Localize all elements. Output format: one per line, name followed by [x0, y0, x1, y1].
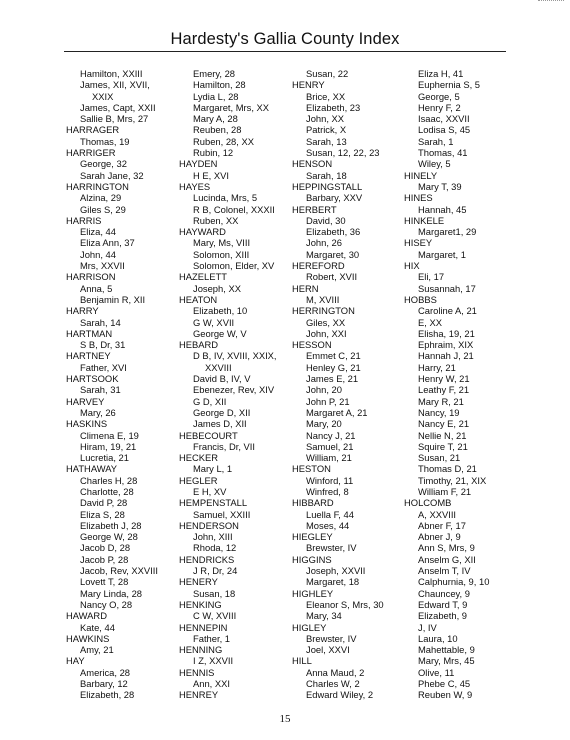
index-entry: Ephraim, XIX	[418, 339, 474, 351]
index-surname: HARTNEY	[66, 350, 111, 362]
index-entry: Susan, 18	[193, 587, 236, 599]
index-entry: Sarah, 14	[80, 316, 121, 328]
index-entry: Sarah, 1	[418, 135, 454, 147]
index-entry: Mary Linda, 28	[80, 587, 143, 599]
index-column-2	[179, 68, 304, 701]
index-entry: Nancy O, 28	[80, 598, 133, 610]
index-entry: Eliza S, 28	[80, 508, 125, 520]
index-entry: Reuben, 28	[193, 124, 242, 136]
index-entry: Eleanor S, Mrs, 30	[306, 598, 384, 610]
index-surname: HARTMAN	[66, 327, 113, 339]
index-entry: Charles H, 28	[80, 474, 138, 486]
index-entry: John P, 21	[306, 395, 350, 407]
index-entry: Laura, 10	[418, 632, 458, 644]
index-surname: HIGHLEY	[292, 587, 334, 599]
index-entry: J R, Dr, 24	[193, 565, 238, 577]
index-entry: Lucinda, Mrs, 5	[193, 192, 258, 204]
index-entry: XXVIII	[205, 361, 232, 373]
index-surname: HARRIS	[66, 214, 102, 226]
index-entry: Benjamin R, XII	[80, 293, 146, 305]
index-entry: Barbary, 12	[80, 678, 128, 690]
index-entry: Lucretia, 21	[80, 452, 129, 464]
index-entry: Thomas D, 21	[418, 463, 477, 475]
index-entry: Hamilton, 28	[193, 79, 246, 91]
index-entry: Mary A, 28	[193, 113, 238, 125]
index-entry: Rubin, 12	[193, 147, 234, 159]
index-entry: John, 26	[306, 237, 342, 249]
index-entry: Squire T, 21	[418, 440, 468, 452]
index-surname: HARRAGER	[66, 124, 120, 136]
index-entry: Ann S, Mrs, 9	[418, 542, 475, 554]
index-entry: Sarah, 13	[306, 135, 347, 147]
index-surname: HINELY	[404, 169, 438, 181]
index-entry: Robert, XVII	[306, 271, 358, 283]
index-entry: Joel, XXVI	[306, 644, 350, 656]
index-entry: Margaret1, 29	[418, 226, 477, 238]
index-entry: XXIX	[92, 90, 114, 102]
index-surname: HAY	[66, 655, 85, 667]
index-entry: Father, XVI	[80, 361, 127, 373]
index-surname: HENNING	[179, 644, 223, 656]
index-entry: Mary L, 1	[193, 463, 233, 475]
index-entry: Alzina, 29	[80, 192, 122, 204]
index-entry: Solomon, XIII	[193, 248, 250, 260]
index-entry: Timothy, 21, XIX	[418, 474, 487, 486]
index-entry: Jacob, Rev, XXVIII	[80, 565, 158, 577]
index-entry: America, 28	[80, 666, 131, 678]
index-surname: HARRISON	[66, 271, 116, 283]
index-entry: James D, XII	[193, 418, 247, 430]
index-entry: Chauncey, 9	[418, 587, 470, 599]
index-entry: Mary R, 21	[418, 395, 464, 407]
index-entry: Abner J, 9	[418, 531, 461, 543]
index-entry: Anselm T, IV	[418, 565, 471, 577]
index-surname: HINES	[404, 192, 433, 204]
index-entry: Mrs, XXVII	[80, 260, 125, 272]
index-entry: Giles, XX	[306, 316, 346, 328]
index-entry: James, XII, XVII,	[80, 79, 150, 91]
index-surname: HEMPENSTALL	[179, 497, 248, 509]
index-entry: Ebenezer, Rev, XIV	[193, 384, 275, 396]
index-surname: HOBBS	[404, 293, 437, 305]
index-surname: HEBARD	[179, 339, 219, 351]
index-entry: Eliza, 44	[80, 226, 116, 238]
index-surname: HEPPINGSTALL	[292, 180, 363, 192]
index-entry: David B, IV, V	[193, 373, 251, 385]
index-entry: Winford, 11	[306, 474, 354, 486]
index-surname: HEREFORD	[292, 260, 345, 272]
index-surname: HOLCOMB	[404, 497, 452, 509]
index-column-4	[404, 68, 529, 701]
index-entry: J, IV	[418, 621, 437, 633]
index-entry: Elizabeth, 28	[80, 689, 135, 701]
index-entry: Solomon, Elder, XV	[193, 260, 275, 272]
index-entry: A, XXVIII	[418, 508, 457, 520]
index-entry: Mary, 26	[80, 406, 116, 418]
index-surname: HEBECOURT	[179, 429, 238, 441]
index-entry: Jacob D, 28	[80, 542, 131, 554]
page-title: Hardesty's Gallia County Index	[170, 30, 400, 48]
index-surname: HEGLER	[179, 474, 218, 486]
index-entry: David P, 28	[80, 497, 128, 509]
title-divider	[64, 51, 506, 52]
index-entry: Climena E, 19	[80, 429, 139, 441]
index-entry: Sarah, 31	[80, 384, 121, 396]
index-entry: John, XXI	[306, 327, 347, 339]
index-surname: HAYES	[179, 180, 211, 192]
index-entry: Mary, Mrs, 45	[418, 655, 475, 667]
index-entry: Henry W, 21	[418, 373, 470, 385]
index-entry: Harry, 21	[418, 361, 456, 373]
index-entry: Giles S, 29	[80, 203, 126, 215]
index-surname: HERN	[292, 282, 319, 294]
index-entry: Euphernia S, 5	[418, 79, 481, 91]
index-entry: Rhoda, 12	[193, 542, 237, 554]
index-entry: Nellie N, 21	[418, 429, 467, 441]
index-entry: Eli, 17	[418, 271, 445, 283]
index-entry: Patrick, X	[306, 124, 347, 136]
index-surname: HENRY	[292, 79, 325, 91]
index-entry: Moses, 44	[306, 519, 350, 531]
index-entry: H E, XVI	[193, 169, 229, 181]
index-surname: HENNEPIN	[179, 621, 228, 633]
index-entry: Susan, 22	[306, 68, 349, 79]
index-surname: HESSON	[292, 339, 332, 351]
index-entry: Margaret, Mrs, XX	[193, 101, 270, 113]
index-entry: Mary T, 39	[418, 180, 462, 192]
index-entry: Francis, Dr, VII	[193, 440, 255, 452]
index-surname: HAYWARD	[179, 226, 226, 238]
index-entry: Elisha, 19, 21	[418, 327, 475, 339]
index-entry: Calphurnia, 9, 10	[418, 576, 490, 588]
index-entry: Elizabeth, 9	[418, 610, 467, 622]
index-entry: Nancy J, 21	[306, 429, 356, 441]
index-surname: HAWARD	[66, 610, 107, 622]
index-entry: Edward T, 9	[418, 598, 468, 610]
index-entry: Sallie B, Mrs, 27	[80, 113, 149, 125]
index-entry: Ruben, 28, XX	[193, 135, 254, 147]
index-surname: HERBERT	[292, 203, 337, 215]
index-entry: Hannah J, 21	[418, 350, 474, 362]
index-entry: Barbary, XXV	[306, 192, 363, 204]
index-entry: Mary, 34	[306, 610, 342, 622]
index-entry: Hannah, 45	[418, 203, 467, 215]
index-entry: Mary, 20	[306, 418, 342, 430]
index-column-3	[292, 68, 417, 701]
index-surname: HARRY	[66, 305, 99, 317]
index-entry: Thomas, 41	[418, 147, 468, 159]
index-entry: Margaret, 1	[418, 248, 466, 260]
index-entry: Elizabeth, 10	[193, 305, 248, 317]
index-entry: Abner F, 17	[418, 519, 466, 531]
index-entry: Joseph, XXVII	[306, 565, 366, 577]
index-surname: HENNIS	[179, 666, 215, 678]
index-entry: Reuben W, 9	[418, 689, 473, 701]
index-surname: HASKINS	[66, 418, 108, 430]
index-entry: Leathy F, 21	[418, 384, 470, 396]
index-surname: HENKING	[179, 598, 222, 610]
index-entry: Mary, Ms, VIII	[193, 237, 251, 249]
index-column-1	[66, 68, 191, 701]
index-entry: Emmet C, 21	[306, 350, 361, 362]
index-entry: Margaret A, 21	[306, 406, 368, 418]
index-entry: Anselm G, XII	[418, 553, 476, 565]
index-entry: James E, 21	[306, 373, 359, 385]
index-entry: Thomas, 19	[80, 135, 130, 147]
index-entry: Phebe C, 45	[418, 678, 471, 690]
index-entry: M, XVIII	[306, 293, 340, 305]
index-surname: HINKELE	[404, 214, 445, 226]
index-entry: George, 5	[418, 90, 460, 102]
index-surname: HARRINGTON	[66, 180, 129, 192]
index-entry: Kate, 44	[80, 621, 115, 633]
index-entry: C W, XVIII	[193, 610, 237, 622]
index-entry: E H, XV	[193, 485, 227, 497]
index-surname: HARVEY	[66, 395, 105, 407]
index-surname: HIBBARD	[292, 497, 334, 509]
index-entry: Luella F, 44	[306, 508, 354, 520]
index-surname: HAZELETT	[179, 271, 227, 283]
index-entry: John, XX	[306, 113, 345, 125]
index-entry: Henley G, 21	[306, 361, 361, 373]
index-entry: Elizabeth, 36	[306, 226, 361, 238]
index-surname: HIGLEY	[292, 621, 327, 633]
index-surname: HERRINGTON	[292, 305, 355, 317]
index-entry: Lydia L, 28	[193, 90, 239, 102]
index-entry: Henry F, 2	[418, 101, 461, 113]
page-number: 15	[279, 713, 291, 725]
index-surname: HATHAWAY	[66, 463, 118, 475]
index-entry: Jacob P, 28	[80, 553, 129, 565]
index-entry: G D, XII	[193, 395, 227, 407]
index-entry: S B, Dr, 31	[80, 339, 126, 351]
index-entry: I Z, XXVII	[193, 655, 234, 667]
index-entry: William, 21	[306, 452, 352, 464]
index-entry: John, 44	[80, 248, 116, 260]
index-entry: Margaret, 18	[306, 576, 360, 588]
index-surname: HEATON	[179, 293, 218, 305]
index-entry: James, Capt, XXII	[80, 101, 156, 113]
index-entry: Brice, XX	[306, 90, 346, 102]
index-surname: HENDERSON	[179, 519, 239, 531]
index-entry: Nancy, 19	[418, 406, 460, 418]
index-entry: Wiley, 5	[418, 158, 451, 170]
index-entry: Lovett T, 28	[80, 576, 129, 588]
index-entry: Eliza H, 41	[418, 68, 464, 79]
index-entry: Joseph, XX	[193, 282, 241, 294]
scan-corner-mark	[538, 0, 564, 3]
index-entry: Sarah, 18	[306, 169, 347, 181]
index-entry: Caroline A, 21	[418, 305, 477, 317]
index-surname: HAWKINS	[66, 632, 110, 644]
index-entry: Emery, 28	[193, 68, 236, 79]
index-entry: Isaac, XXVII	[418, 113, 470, 125]
index-entry: Brewster, IV	[306, 632, 357, 644]
index-entry: Charles W, 2	[306, 678, 360, 690]
index-entry: Anna Maud, 2	[306, 666, 365, 678]
index-entry: D B, IV, XVIII, XXIX,	[193, 350, 277, 362]
index-entry: Eliza Ann, 37	[80, 237, 135, 249]
index-entry: John, XIII	[193, 531, 233, 543]
index-surname: HENERY	[179, 576, 218, 588]
index-entry: George D, XII	[193, 406, 251, 418]
index-surname: HIGGINS	[292, 553, 332, 565]
index-entry: Margaret, 30	[306, 248, 360, 260]
index-surname: HECKER	[179, 452, 219, 464]
index-entry: Ann, XXI	[193, 678, 231, 690]
index-surname: HENSON	[292, 158, 333, 170]
index-entry: Charlotte, 28	[80, 485, 134, 497]
index-columns	[0, 68, 570, 708]
index-entry: Sarah Jane, 32	[80, 169, 144, 181]
index-entry: Samuel, XXIII	[193, 508, 251, 520]
index-entry: G W, XVII	[193, 316, 235, 328]
index-entry: George, 32	[80, 158, 127, 170]
index-surname: HESTON	[292, 463, 331, 475]
index-entry: Olive, 11	[418, 666, 455, 678]
index-entry: Mahettable, 9	[418, 644, 475, 656]
index-entry: John, 20	[306, 384, 342, 396]
index-surname: HAYDEN	[179, 158, 218, 170]
index-entry: David, 30	[306, 214, 346, 226]
index-entry: Brewster, IV	[306, 542, 357, 554]
index-entry: William F, 21	[418, 485, 472, 497]
index-surname: HENDRICKS	[179, 553, 235, 565]
index-entry: Susannah, 17	[418, 282, 476, 294]
index-entry: Nancy E, 21	[418, 418, 470, 430]
index-entry: Ruben, XX	[193, 214, 239, 226]
index-surname: HENREY	[179, 689, 219, 701]
index-surname: HILL	[292, 655, 312, 667]
index-entry: Edward Wiley, 2	[306, 689, 374, 701]
index-entry: Hamilton, XXIII	[80, 68, 143, 79]
index-surname: HISEY	[404, 237, 433, 249]
index-entry: Father, 1	[193, 632, 231, 644]
index-entry: George W, 28	[80, 531, 138, 543]
index-entry: Susan, 12, 22, 23	[306, 147, 380, 159]
index-surname: HIX	[404, 260, 420, 272]
index-surname: HIEGLEY	[292, 531, 333, 543]
index-entry: Susan, 21	[418, 452, 461, 464]
index-entry: Hiram, 19, 21	[80, 440, 137, 452]
index-entry: Elizabeth J, 28	[80, 519, 142, 531]
index-entry: Samuel, 21	[306, 440, 354, 452]
index-entry: Anna, 5	[80, 282, 113, 294]
index-surname: HARTSOOK	[66, 373, 119, 385]
index-entry: R B, Colonel, XXXII	[193, 203, 275, 215]
index-entry: Winfred, 8	[306, 485, 349, 497]
index-entry: E, XX	[418, 316, 442, 328]
index-entry: Elizabeth, 23	[306, 101, 361, 113]
index-surname: HARRIGER	[66, 147, 116, 159]
index-entry: Lodisa S, 45	[418, 124, 471, 136]
index-entry: George W, V	[193, 327, 247, 339]
index-entry: Amy, 21	[80, 644, 114, 656]
